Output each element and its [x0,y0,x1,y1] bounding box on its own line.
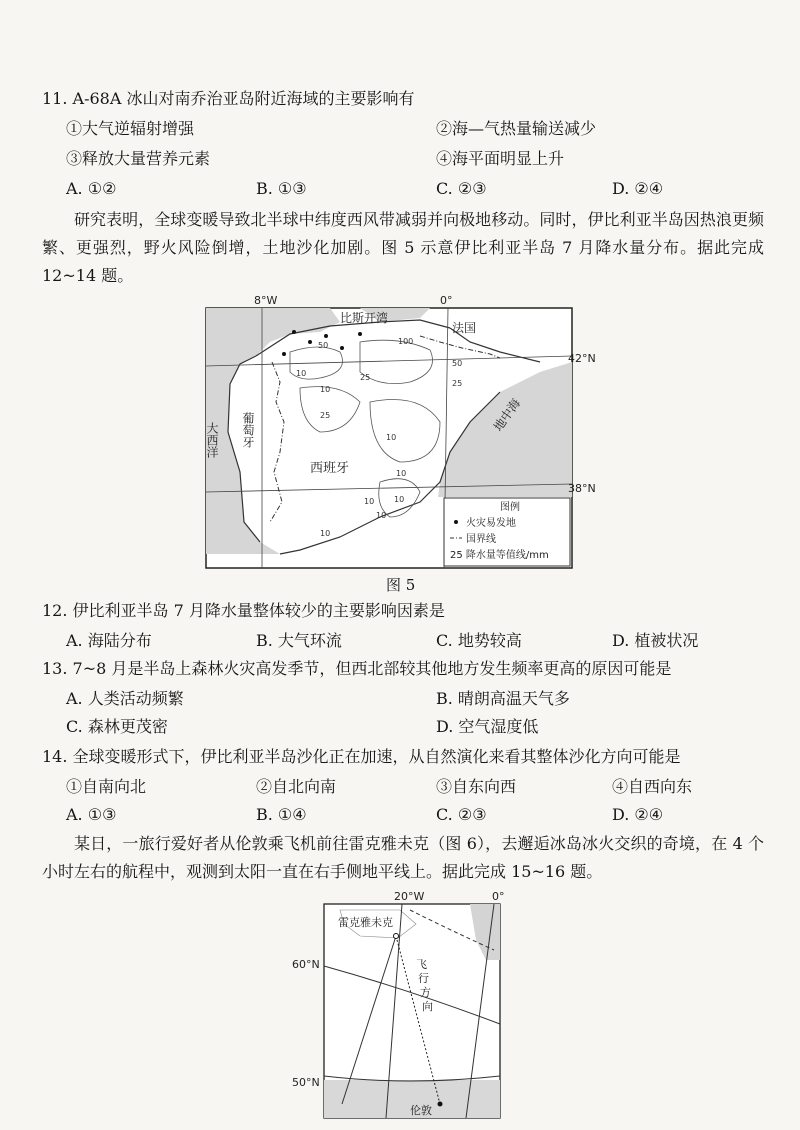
q11-option-b: B. ①③ [256,179,307,198]
fig6-lat-50n-label: 50°N [292,1076,320,1089]
fig6-london-label: 伦敦 [410,1104,432,1117]
fig5-legend-border: 国界线 [466,534,496,545]
fig6-lon-0-label: 0° [492,890,505,903]
fig6-flight-char: 行 [418,972,429,985]
fig5-contour-value: 10 [320,529,331,538]
q12-option-d: D. 植被状况 [612,631,699,650]
q11-option-d: D. ②④ [612,179,664,198]
fig5-bay-label: 比斯开湾 [340,311,389,325]
fig5-france-label: 法国 [452,321,477,335]
fig5-contour-value: 50 [318,341,329,350]
fig5-contour-value: 10 [296,369,307,378]
fig5-legend-title: 图例 [500,502,520,513]
q14-item-3: ③自东向西 [436,777,517,796]
figure-5-map [200,292,596,570]
q13-option-d: D. 空气湿度低 [436,717,539,736]
q14-option-b: B. ①④ [256,805,307,824]
fig6-flight-char: 方 [420,986,431,999]
q14-option-c: C. ②③ [436,805,487,824]
intro-paragraph-1: 研究表明，全球变暖导致北半球中纬度西风带减弱并向极地移动。同时，伊比利亚半岛因热浪更频繁、更强烈，野火风险倒增，土地沙化加剧。图 5 示意伊比利亚半岛 7 月降水量分布。据此完成 12~14 题。 [42,210,764,285]
q14-item-4: ④自西向东 [612,777,693,796]
q14-item-1: ①自南向北 [66,777,147,796]
fig6-flight-char: 飞 [416,958,427,971]
fig6-flight-char: 向 [422,1000,433,1013]
fig6-lon-20w-label: 20°W [394,890,425,903]
fig5-contour-value: 10 [394,495,405,504]
fig5-lon-8w-label: 8°W [254,294,278,307]
q14-stem: 14. 全球变暖形式下，伊比利亚半岛沙化正在加速，从自然演化来看其整体沙化方向可能是 [42,747,681,766]
fig5-contour-value: 10 [364,497,375,506]
q11-option-a: A. ①② [66,179,117,198]
fig5-lat-38n-label: 38°N [568,482,596,495]
fig5-legend [444,498,570,566]
fig6-lat-60n-label: 60°N [292,958,320,971]
fig6-reykjavik-label: 雷克雅未克 [338,916,393,929]
q11-item-3: ③释放大量营养元素 [66,149,211,168]
fig5-lat-42n-label: 42°N [568,352,596,365]
q11-stem: 11. A-68A 冰山对南乔治亚岛附近海域的主要影响有 [42,89,415,108]
fig5-atlantic-label: 大西洋 [205,422,219,458]
figure-6-map [290,890,520,1122]
fig5-contour-value: 25 [360,373,371,382]
q12-option-a: A. 海陆分布 [66,631,152,650]
fig5-contour-value: 10 [386,433,397,442]
fig5-portugal-label: 葡萄牙 [241,412,255,448]
fig5-spain-label: 西班牙 [310,461,350,476]
fig5-contour-value: 10 [320,385,331,394]
intro-paragraph-2: 某日，一旅行爱好者从伦敦乘飞机前往雷克雅未克（图 6），去邂逅冰岛冰火交织的奇境，在 4 个小时左右的航程中，观测到太阳一直在右手侧地平线上。据此完成 15~16 题。 [42,834,764,881]
q13-option-c: C. 森林更茂密 [66,717,168,736]
fig5-legend-fire: 火灾易发地 [466,518,516,529]
fig5-med-label: 地中海 [490,396,524,434]
q12-stem: 12. 伊比利亚半岛 7 月降水量整体较少的主要影响因素是 [42,601,445,620]
q11-item-1: ①大气逆辐射增强 [66,119,195,138]
q14-option-d: D. ②④ [612,805,664,824]
fig5-contour-value: 25 [320,411,331,420]
fig5-contour-value: 50 [452,359,463,368]
q12-option-c: C. 地势较高 [436,631,522,650]
q13-stem: 13. 7~8 月是半岛上森林火灾高发季节，但西北部较其他地方发生频率更高的原因可能是 [42,659,672,678]
fig5-contour-value: 100 [398,337,414,346]
q13-option-a: A. 人类活动频繁 [66,689,184,708]
q14-option-a: A. ①③ [66,805,117,824]
fig5-contour-value: 25 [452,379,463,388]
fig5-contour-value: 10 [396,469,407,478]
fig5-legend-contour: 25 降水量等值线/mm [450,550,549,561]
figure-5-caption: 图 5 [386,576,416,594]
q11-item-4: ④海平面明显上升 [436,149,565,168]
q11-option-c: C. ②③ [436,179,487,198]
q11-item-2: ②海—气热量输送减少 [436,119,597,138]
q12-option-b: B. 大气环流 [256,631,342,650]
fig5-contour-value: 10 [376,511,387,520]
q13-option-b: B. 晴朗高温天气多 [436,689,570,708]
fig5-lon-0-label: 0° [440,294,453,307]
q14-item-2: ②自北向南 [256,777,337,796]
